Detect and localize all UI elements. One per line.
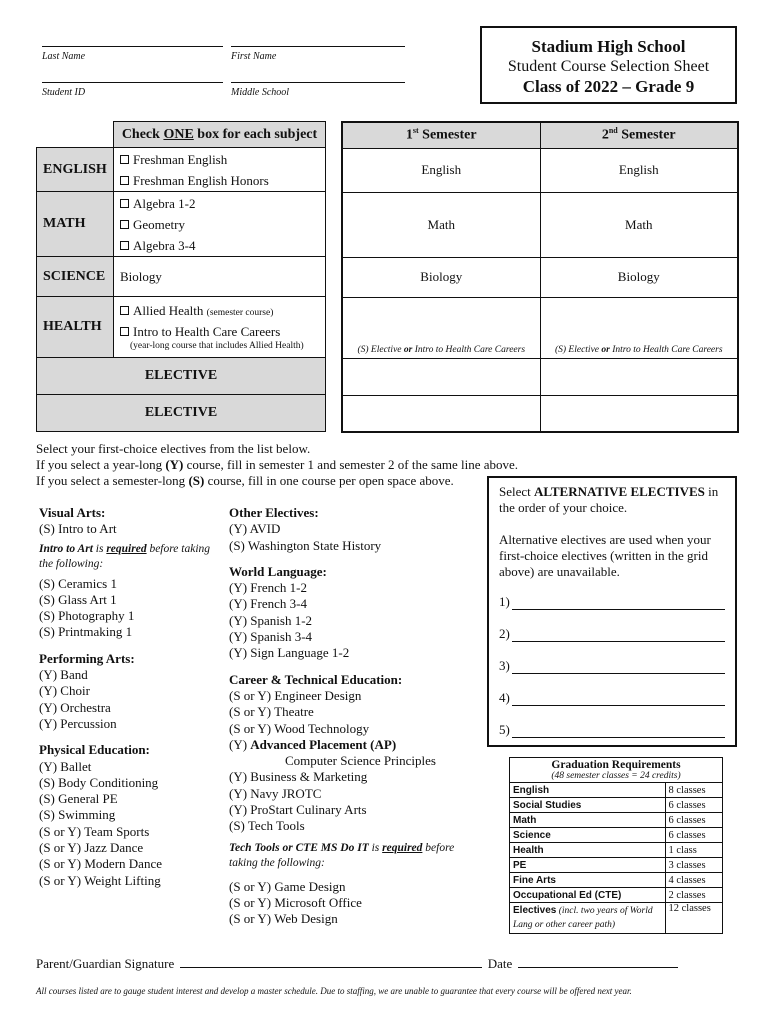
course-item: (S) Body Conditioning [39,774,159,790]
sem2-math: Math [540,192,738,257]
sem1-health[interactable]: (S) Elective or Intro to Health Care Careers [342,297,540,358]
math-options [114,192,326,257]
course-item: (Y) Band [39,667,88,683]
english-option[interactable]: Freshman English [120,149,325,170]
elective-label-1: ELECTIVE [37,358,326,395]
grad-row: Math 6 classes [510,813,722,828]
course-item: (Y) French 3-4 [229,596,307,612]
sem2-elective-2[interactable] [540,395,738,432]
alt-choice-line[interactable]: 3) [499,658,725,674]
course-item: (Y) Orchestra [39,699,111,715]
blank-corner [37,122,114,148]
elective-label-2: ELECTIVE [37,395,326,432]
alt-choice-line[interactable]: 2) [499,626,725,642]
course-item: (S or Y) Microsoft Office [229,894,362,910]
health-note: (year-long course that includes Allied Health) [130,340,304,351]
grad-row: PE 3 classes [510,858,722,873]
grad-row: English 8 classes [510,783,722,798]
english-options [114,148,326,192]
date-line[interactable] [518,958,678,968]
elective-column-2 [229,505,479,928]
course-item: (Y) AVID [229,521,281,537]
course-item: (Y) Ballet [39,758,92,774]
grad-row: Science 6 classes [510,828,722,843]
course-item: (S) Glass Art 1 [39,591,117,607]
course-item: (S) Tech Tools [229,818,305,834]
sem1-elective-1[interactable] [342,358,540,395]
tech-tools-note: Tech Tools or CTE MS Do IT is required before taking the following: [229,841,455,869]
course-item: (S or Y) Web Design [229,911,338,927]
grad-row: Occupational Ed (CTE) 2 classes [510,888,722,903]
first-name-label: First Name [231,51,277,62]
semester-table [341,121,739,433]
sem2-science: Biology [540,257,738,297]
student-id-label: Student ID [42,87,86,98]
course-item: (Y) ProStart Culinary Arts [229,802,367,818]
parent-signature-label: Parent/Guardian Signature [36,956,175,971]
world-language-heading: World Language: [229,563,327,579]
grad-row: Health 1 class [510,843,722,858]
course-item: (S or Y) Game Design [229,878,346,894]
checkbox-icon[interactable] [120,306,129,315]
sheet-title: Student Course Selection Sheet [507,58,710,75]
semester-2-header: 2nd Semester [540,122,738,148]
sem1-science: Biology [342,257,540,297]
parent-signature-line[interactable] [180,958,482,968]
course-item: (Y) Percussion [39,715,117,731]
instruction-1: Select your first-choice electives from the list below. [36,441,311,456]
checkbox-icon[interactable] [120,176,129,185]
checkbox-icon[interactable] [120,220,129,229]
alt-explanation: Alternative electives are used when your first-choice electives (written in the grid above) are unavailable. [499,532,711,579]
course-item: (S or Y) Theatre [229,704,314,720]
course-item: (Y) Navy JROTC [229,785,322,801]
alt-choice-line[interactable]: 1) [499,594,725,610]
middle-school-line[interactable] [231,82,405,83]
course-item: (S) Printmaking 1 [39,624,133,640]
performing-arts-heading: Performing Arts: [39,650,135,666]
course-item: (Y) Choir [39,683,90,699]
health-option[interactable]: Allied Health (semester course) [120,301,325,323]
physical-ed-heading: Physical Education: [39,742,150,758]
cte-heading: Career & Technical Education: [229,671,403,687]
course-item: (S) General PE [39,791,118,807]
last-name-line[interactable] [42,46,223,47]
sem2-english: English [540,148,738,192]
course-item: (S or Y) Jazz Dance [39,840,144,856]
math-option[interactable]: Algebra 1-2 [120,193,325,214]
science-subject: SCIENCE [37,257,114,297]
course-item: (Y) French 1-2 [229,580,307,596]
class-title: Class of 2022 – Grade 9 [522,77,695,96]
grad-subtitle: (48 semester classes = 24 credits) [551,771,681,781]
grad-title: Graduation Requirements [551,759,681,771]
english-option[interactable]: Freshman English Honors [120,170,325,191]
school-name: Stadium High School [531,37,686,56]
last-name-label: Last Name [42,51,86,62]
sem2-health[interactable]: (S) Elective or Intro to Health Care Careers [540,297,738,358]
alt-choice-line[interactable]: 5) [499,722,725,738]
instruction-2: If you select a year-long (Y) course, fill in semester 1 and semester 2 of the same line above. [36,457,519,472]
middle-school-label: Middle School [231,87,290,98]
grad-row: Electives (incl. two years of World Lang or other career path) 12 classes [510,903,722,934]
math-option[interactable]: Algebra 3-4 [120,235,325,256]
checkbox-icon[interactable] [120,199,129,208]
health-options [114,297,326,358]
checkbox-icon[interactable] [120,241,129,250]
date-label: Date [487,956,513,971]
checkbox-icon[interactable] [120,155,129,164]
math-subject: MATH [37,192,114,257]
first-name-line[interactable] [231,46,405,47]
title-box [480,26,737,104]
sem1-math: Math [342,192,540,257]
course-item: (S or Y) Weight Lifting [39,872,161,888]
course-item: Computer Science Principles [285,753,436,769]
visual-arts-heading: Visual Arts: [39,505,106,520]
course-item: (S) Ceramics 1 [39,575,117,591]
course-item: (S or Y) Engineer Design [229,687,362,703]
sem1-elective-2[interactable] [342,395,540,432]
health-option[interactable]: Intro to Health Care Careers [120,323,325,340]
course-item: (Y) Spanish 1-2 [229,612,313,628]
checkbox-icon[interactable] [120,327,129,336]
other-electives-heading: Other Electives: [229,505,319,520]
sem2-elective-1[interactable] [540,358,738,395]
english-subject: ENGLISH [37,148,114,192]
alt-choice-line[interactable]: 4) [499,690,725,706]
course-item: (Y) Sign Language 1-2 [229,645,350,661]
course-item: (Y) Advanced Placement (AP) [229,736,397,752]
sem1-english: English [342,148,540,192]
alternative-electives-box [487,476,737,747]
elective-column-1 [39,505,219,889]
math-option[interactable]: Geometry [120,214,325,235]
graduation-requirements [509,757,723,934]
subject-table [36,121,326,432]
grad-row: Fine Arts 4 classes [510,873,722,888]
footer-note: All courses listed are to gauge student interest and develop a master schedule. Due to staffing, we are unable to guarantee that every course will be offered next year. [36,986,632,996]
course-item: (S) Photography 1 [39,608,135,624]
health-subject: HEALTH [37,297,114,358]
alt-instruction: Select ALTERNATIVE ELECTIVES in the order of your choice. [499,484,719,515]
course-item: (S or Y) Modern Dance [39,856,162,872]
semester-1-header: 1st Semester [342,122,540,148]
grad-row: Social Studies 6 classes [510,798,722,813]
course-item: (Y) Spanish 3-4 [229,629,313,645]
course-item: (S) Washington State History [229,537,382,553]
course-item: (S or Y) Team Sports [39,823,150,839]
signature-row [36,956,678,972]
intro-art-note: Intro to Art is required before taking the following: [39,542,211,570]
student-id-line[interactable] [42,82,223,83]
instruction-3: If you select a semester-long (S) course, fill in one course per open space above. [36,473,454,488]
course-item: (S or Y) Wood Technology [229,720,370,736]
course-item: (S) Swimming [39,807,116,823]
course-item: (Y) Business & Marketing [229,769,368,785]
check-one-header: Check ONE box for each subject [114,122,326,148]
science-value: Biology [114,257,326,297]
course-item: (S) Intro to Art [39,521,117,537]
